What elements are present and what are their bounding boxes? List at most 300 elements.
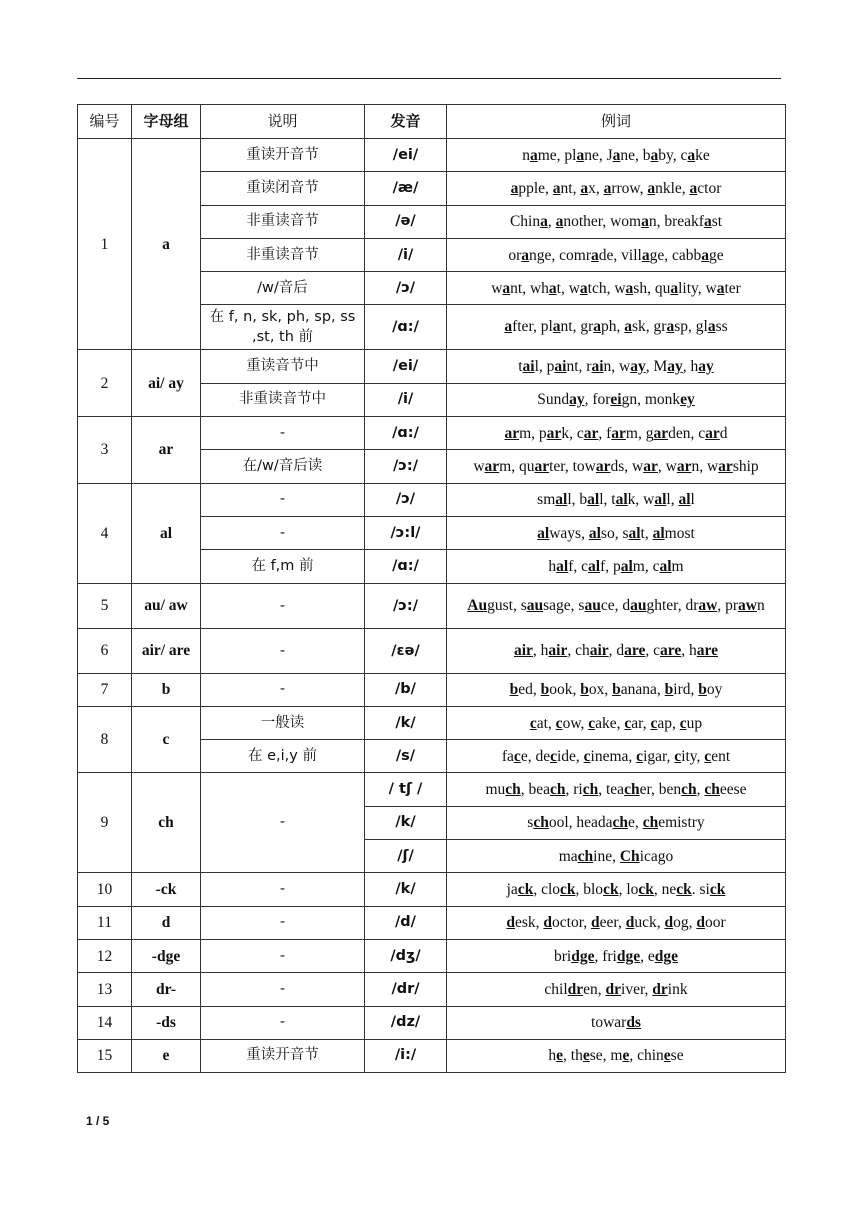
example-text: igar, xyxy=(643,747,675,765)
highlighted-letters: al xyxy=(537,524,550,542)
example-words xyxy=(447,383,786,416)
example-text: ways, xyxy=(549,524,589,542)
example-text: oy xyxy=(706,681,723,699)
table-row xyxy=(78,583,786,628)
example-text: ter xyxy=(724,279,741,297)
description: - xyxy=(201,583,365,628)
example-text: , bea xyxy=(520,781,551,799)
example-text: ge xyxy=(708,246,724,264)
highlighted-letters: a xyxy=(603,179,612,197)
example-text: lity, w xyxy=(678,279,717,297)
table-row xyxy=(78,906,786,939)
description: 非重读音节 xyxy=(201,205,365,238)
highlighted-letters: a xyxy=(624,318,633,336)
pronunciation: /ɑ:/ xyxy=(365,417,447,450)
highlighted-letters: a xyxy=(548,279,557,297)
pronunciation: /ə/ xyxy=(365,205,447,238)
example-text: nother, wom xyxy=(563,213,642,231)
example-text: en, xyxy=(583,980,606,998)
example-text: n, w xyxy=(603,358,631,376)
example-text: e, xyxy=(628,814,643,832)
description: - xyxy=(201,673,365,706)
example-text: nt, wh xyxy=(510,279,549,297)
table-row xyxy=(78,1039,786,1072)
highlighted-letters: ar xyxy=(504,424,520,442)
highlighted-letters: ch xyxy=(582,781,599,799)
example-text: h xyxy=(548,1047,557,1065)
highlighted-letters: al xyxy=(615,491,628,509)
table-row xyxy=(78,139,786,172)
highlighted-letters: c xyxy=(704,747,712,765)
pronunciation: /s/ xyxy=(365,740,447,773)
highlighted-letters: d xyxy=(696,914,705,932)
row-number: 1 xyxy=(78,139,132,350)
description: - xyxy=(201,939,365,972)
highlighted-letters: ar xyxy=(484,458,500,476)
highlighted-letters: ay xyxy=(698,358,714,376)
highlighted-letters: al xyxy=(587,491,600,509)
letter-group: d xyxy=(132,906,201,939)
example-text: t, xyxy=(640,524,653,542)
letter-group: air/ are xyxy=(132,628,201,673)
example-text: emistry xyxy=(658,814,705,832)
example-text: most xyxy=(664,524,695,542)
pronunciation: /ʃ/ xyxy=(365,840,447,873)
example-text: bri xyxy=(554,947,572,965)
example-text: , tea xyxy=(598,781,625,799)
highlighted-letters: al xyxy=(588,557,601,575)
row-number: 13 xyxy=(78,973,132,1006)
highlighted-letters: a xyxy=(666,318,675,336)
highlighted-letters: ar xyxy=(718,458,733,476)
example-text: k, c xyxy=(561,424,584,442)
example-text: , d xyxy=(608,641,625,659)
pronunciation: /i:/ xyxy=(365,1039,447,1072)
example-text: ma xyxy=(558,847,578,865)
row-number: 8 xyxy=(78,706,132,773)
highlighted-letters: dge xyxy=(571,947,595,965)
table-row xyxy=(78,939,786,972)
example-text: , lo xyxy=(618,880,639,898)
example-text: tch, w xyxy=(587,279,626,297)
table-header-row xyxy=(78,105,786,139)
row-number: 9 xyxy=(78,773,132,873)
example-words xyxy=(447,873,786,906)
example-words xyxy=(447,483,786,516)
pronunciation: /æ/ xyxy=(365,172,447,205)
example-text: og, xyxy=(673,914,697,932)
table-row xyxy=(78,628,786,673)
example-text: inema, xyxy=(590,747,637,765)
description: 在 e,i,y 前 xyxy=(201,740,365,773)
highlighted-letters: d xyxy=(543,914,553,932)
example-text: l, b xyxy=(567,491,588,509)
pronunciation: /i/ xyxy=(365,383,447,416)
row-number: 15 xyxy=(78,1039,132,1072)
highlighted-letters: a xyxy=(591,246,599,264)
table-row xyxy=(78,673,786,706)
highlighted-letters: ch xyxy=(681,781,697,799)
highlighted-letters: ch xyxy=(533,814,549,832)
highlighted-letters: ch xyxy=(612,814,629,832)
highlighted-letters: a xyxy=(510,179,519,197)
example-text: anana, xyxy=(620,681,665,699)
highlighted-letters: a xyxy=(529,146,538,164)
highlighted-letters: e xyxy=(663,1047,671,1065)
example-text: , e xyxy=(640,947,655,965)
example-text: ook, xyxy=(549,681,581,699)
highlighted-letters: au xyxy=(526,596,544,614)
example-text: ide, xyxy=(556,747,584,765)
example-text: , xyxy=(696,781,705,799)
highlighted-letters: c xyxy=(636,747,644,765)
highlighted-letters: d xyxy=(506,914,515,932)
highlighted-letters: a xyxy=(625,279,634,297)
example-text: towar xyxy=(591,1014,627,1032)
example-text: , M xyxy=(645,358,668,376)
highlighted-letters: al xyxy=(588,524,601,542)
highlighted-letters: ch xyxy=(577,847,594,865)
highlighted-letters: ey xyxy=(680,391,695,409)
highlighted-letters: c xyxy=(624,714,632,732)
pronunciation: /d/ xyxy=(365,906,447,939)
pronunciation: /ei/ xyxy=(365,350,447,383)
example-text: . si xyxy=(691,880,710,898)
highlighted-letters: e xyxy=(556,1047,564,1065)
example-text: , pr xyxy=(717,596,738,614)
highlighted-letters: al xyxy=(620,557,633,575)
pronunciation: / tʃ / xyxy=(365,773,447,806)
example-text: ne, J xyxy=(584,146,613,164)
highlighted-letters: b xyxy=(580,681,589,699)
highlighted-letters: a xyxy=(579,279,588,297)
highlighted-letters: ar xyxy=(595,458,611,476)
example-text: nkle, xyxy=(655,179,690,197)
example-words xyxy=(447,238,786,271)
letter-group: e xyxy=(132,1039,201,1072)
highlighted-letters: ck xyxy=(560,880,576,898)
highlighted-letters: a xyxy=(612,146,621,164)
row-number: 12 xyxy=(78,939,132,972)
table-row xyxy=(78,773,786,806)
example-text: ink xyxy=(667,980,688,998)
example-text: nt, gr xyxy=(560,318,594,336)
pronunciation: /ɔ:/ xyxy=(365,583,447,628)
table-row xyxy=(78,873,786,906)
highlighted-letters: ar xyxy=(546,424,562,442)
example-words xyxy=(447,706,786,739)
highlighted-letters: ar xyxy=(705,424,720,442)
highlighted-letters: a xyxy=(687,146,696,164)
highlighted-letters: a xyxy=(540,213,548,231)
highlighted-letters: ei xyxy=(610,391,622,409)
highlighted-letters: c xyxy=(513,747,521,765)
description: - xyxy=(201,906,365,939)
example-text: ctor xyxy=(697,179,722,197)
highlighted-letters: c xyxy=(583,747,591,765)
description: - xyxy=(201,628,365,673)
example-text: nt, r xyxy=(566,358,592,376)
pronunciation: /b/ xyxy=(365,673,447,706)
letter-group: c xyxy=(132,706,201,773)
pronunciation: /k/ xyxy=(365,873,447,906)
example-text: , chin xyxy=(629,1047,664,1065)
letter-group: -ck xyxy=(132,873,201,906)
highlighted-letters: a xyxy=(580,179,589,197)
example-words xyxy=(447,673,786,706)
example-text: ter, tow xyxy=(549,458,596,476)
example-text: l, p xyxy=(534,358,555,376)
row-number: 14 xyxy=(78,1006,132,1039)
example-text: rrow, xyxy=(611,179,648,197)
example-text: sh, qu xyxy=(633,279,671,297)
description: - xyxy=(201,873,365,906)
example-text: , h xyxy=(532,641,549,659)
highlighted-letters: au xyxy=(630,596,647,614)
example-text: , ch xyxy=(567,641,590,659)
example-text: pple, xyxy=(518,179,553,197)
example-text: t, w xyxy=(556,279,580,297)
example-text: ar, xyxy=(631,714,651,732)
header-pronunciation: 发音 xyxy=(365,105,447,139)
example-words xyxy=(447,628,786,673)
example-text: me, pl xyxy=(537,146,577,164)
highlighted-letters: ch xyxy=(505,781,521,799)
example-text: , clo xyxy=(533,880,560,898)
highlighted-letters: ch xyxy=(624,781,640,799)
example-text: ed, xyxy=(518,681,541,699)
highlighted-letters: air xyxy=(548,641,568,659)
highlighted-letters: aw xyxy=(698,596,718,614)
example-text: d xyxy=(719,424,728,442)
highlighted-letters: a xyxy=(504,318,513,336)
example-text: Sund xyxy=(537,391,570,409)
highlighted-letters: dr xyxy=(652,980,668,998)
example-text: ss xyxy=(715,318,728,336)
example-text: f, c xyxy=(568,557,588,575)
example-words xyxy=(447,906,786,939)
description: 重读开音节 xyxy=(201,139,365,172)
highlighted-letters: ck xyxy=(603,880,619,898)
example-text: st xyxy=(711,213,723,231)
highlighted-letters: aw xyxy=(737,596,757,614)
example-text: iver, xyxy=(621,980,653,998)
highlighted-letters: d xyxy=(591,914,600,932)
highlighted-letters: ar xyxy=(611,424,626,442)
letter-group: ai/ ay xyxy=(132,350,201,417)
example-text: sm xyxy=(537,491,556,509)
example-text: x, xyxy=(588,179,604,197)
letter-group: -ds xyxy=(132,1006,201,1039)
table-row xyxy=(78,1006,786,1039)
pronunciation: /k/ xyxy=(365,706,447,739)
example-words xyxy=(447,139,786,172)
example-text: eese xyxy=(719,781,747,799)
example-text: nge, comr xyxy=(529,246,592,264)
highlighted-letters: a xyxy=(576,146,585,164)
example-text: up xyxy=(686,714,703,732)
description: - xyxy=(201,516,365,549)
example-words xyxy=(447,1006,786,1039)
letter-group: dr- xyxy=(132,973,201,1006)
example-words xyxy=(447,806,786,839)
example-text: chil xyxy=(544,980,568,998)
example-words xyxy=(447,417,786,450)
header-examples: 例词 xyxy=(447,105,786,139)
table-row xyxy=(78,350,786,383)
example-text: e, de xyxy=(520,747,551,765)
row-number: 6 xyxy=(78,628,132,673)
example-text: ity, xyxy=(681,747,705,765)
highlighted-letters: c xyxy=(679,714,687,732)
example-text: , ri xyxy=(565,781,583,799)
highlighted-letters: a xyxy=(502,279,511,297)
pronunciation: /ɔ:l/ xyxy=(365,516,447,549)
highlighted-letters: ay xyxy=(569,391,585,409)
highlighted-letters: b xyxy=(540,681,550,699)
example-text: gn, monk xyxy=(621,391,681,409)
example-text: k, w xyxy=(627,491,655,509)
highlighted-letters: b xyxy=(612,681,621,699)
example-text: ce, d xyxy=(600,596,631,614)
pronunciation: /ɔ/ xyxy=(365,483,447,516)
example-text: , blo xyxy=(575,880,604,898)
example-text: ow, xyxy=(562,714,589,732)
highlighted-letters: ay xyxy=(667,358,683,376)
letter-group: ar xyxy=(132,417,201,484)
highlighted-letters: au xyxy=(584,596,601,614)
highlighted-letters: a xyxy=(552,179,561,197)
example-text: l, t xyxy=(599,491,616,509)
example-text: se, m xyxy=(589,1047,623,1065)
example-text: ghter, dr xyxy=(646,596,699,614)
highlighted-letters: a xyxy=(703,213,712,231)
highlighted-letters: ck xyxy=(676,880,692,898)
example-text: den, c xyxy=(668,424,706,442)
example-text: fter, pl xyxy=(512,318,553,336)
highlighted-letters: ai xyxy=(554,358,567,376)
highlighted-letters: a xyxy=(555,213,564,231)
highlighted-letters: a xyxy=(647,179,656,197)
description: 一般读 xyxy=(201,706,365,739)
example-text: de, vill xyxy=(598,246,642,264)
table-row xyxy=(78,483,786,516)
example-text: ap, xyxy=(657,714,680,732)
example-text: nt, xyxy=(560,179,581,197)
example-text: ja xyxy=(506,880,518,898)
highlighted-letters: c xyxy=(555,714,563,732)
example-text: sp, gl xyxy=(674,318,708,336)
example-text: , f xyxy=(598,424,612,442)
example-text: ge, cabb xyxy=(649,246,702,264)
pronunciation: /ɑ:/ xyxy=(365,305,447,350)
highlighted-letters: ck xyxy=(517,880,534,898)
letter-group: al xyxy=(132,483,201,583)
letter-group: -dge xyxy=(132,939,201,972)
letter-group: b xyxy=(132,673,201,706)
highlighted-letters: a xyxy=(593,318,602,336)
highlighted-letters: c xyxy=(650,714,658,732)
example-text: octor, xyxy=(552,914,592,932)
example-text: m xyxy=(671,557,684,575)
example-text: w xyxy=(491,279,503,297)
highlighted-letters: ai xyxy=(522,358,535,376)
letter-group: a xyxy=(132,139,201,350)
highlighted-letters: c xyxy=(674,747,682,765)
example-text: ird, xyxy=(673,681,699,699)
highlighted-letters: dge xyxy=(616,947,641,965)
example-text: , w xyxy=(657,458,677,476)
highlighted-letters: air xyxy=(589,641,609,659)
highlighted-letters: b xyxy=(698,681,707,699)
example-words xyxy=(447,205,786,238)
pronunciation: /dz/ xyxy=(365,1006,447,1039)
highlighted-letters: b xyxy=(664,681,674,699)
example-text: or xyxy=(508,246,522,264)
highlighted-letters: dr xyxy=(567,980,584,998)
example-text: h xyxy=(548,557,557,575)
example-text: icago xyxy=(639,847,674,865)
example-text: so, s xyxy=(600,524,629,542)
row-number: 4 xyxy=(78,483,132,583)
description: - xyxy=(201,773,365,873)
example-text: l xyxy=(690,491,695,509)
row-number: 11 xyxy=(78,906,132,939)
example-text: ph, xyxy=(601,318,625,336)
highlighted-letters: ck xyxy=(638,880,654,898)
example-text: oor xyxy=(704,914,726,932)
description: 重读闭音节 xyxy=(201,172,365,205)
example-words xyxy=(447,939,786,972)
row-number: 2 xyxy=(78,350,132,417)
row-number: 3 xyxy=(78,417,132,484)
description: 非重读音节中 xyxy=(201,383,365,416)
header-description: 说明 xyxy=(201,105,365,139)
example-text: m, g xyxy=(625,424,654,442)
example-text: , for xyxy=(584,391,611,409)
example-text: ne, b xyxy=(620,146,651,164)
example-words xyxy=(447,516,786,549)
example-words xyxy=(447,550,786,583)
highlighted-letters: ds xyxy=(626,1014,641,1032)
example-text: n xyxy=(756,596,765,614)
highlighted-letters: are xyxy=(624,641,646,659)
highlighted-letters: are xyxy=(696,641,719,659)
example-words xyxy=(447,583,786,628)
highlighted-letters: al xyxy=(628,524,641,542)
pronunciation: /i/ xyxy=(365,238,447,271)
highlighted-letters: al xyxy=(659,557,672,575)
highlighted-letters: a xyxy=(641,213,649,231)
highlighted-letters: are xyxy=(660,641,682,659)
example-words xyxy=(447,305,786,350)
example-text: , h xyxy=(681,641,697,659)
example-text: at, xyxy=(536,714,556,732)
example-text: m, c xyxy=(632,557,660,575)
highlighted-letters: e xyxy=(622,1047,630,1065)
description: - xyxy=(201,483,365,516)
highlighted-letters: ch xyxy=(642,814,659,832)
highlighted-letters: c xyxy=(550,747,557,765)
example-words xyxy=(447,840,786,873)
header-rule xyxy=(77,78,781,79)
example-text: ship xyxy=(732,458,759,476)
example-text: er, ben xyxy=(639,781,682,799)
pronunciation: /ɑ:/ xyxy=(365,550,447,583)
example-text: n, breakf xyxy=(648,213,704,231)
example-words xyxy=(447,973,786,1006)
highlighted-letters: Ch xyxy=(619,847,640,865)
